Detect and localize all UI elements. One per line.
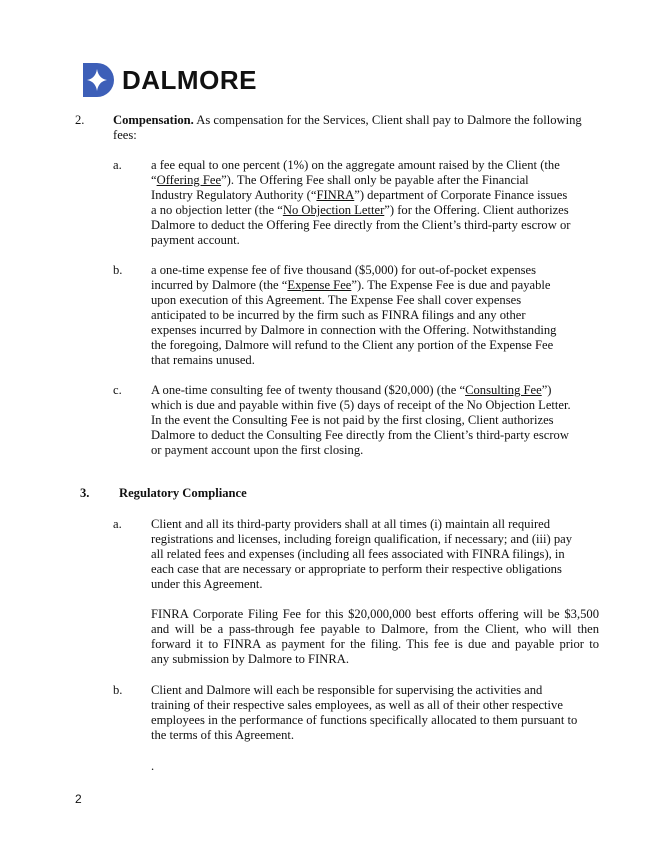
- page-number: 2: [75, 792, 82, 806]
- section-number: 3.: [80, 486, 90, 500]
- text-segment: “: [151, 173, 157, 187]
- text-line: Dalmore to deduct the Offering Fee directly from the Client’s third-party escrow or: [151, 218, 571, 232]
- logo-text: DALMORE: [122, 64, 257, 95]
- text-line: a one-time expense fee of five thousand ($5,000) for out-of-pocket expenses: [151, 263, 537, 277]
- text-line: the terms of this Agreement.: [151, 728, 295, 742]
- section-number: b.: [113, 263, 123, 277]
- section-number: b.: [113, 683, 123, 697]
- text-line: all related fees and expenses (including all fees associated with FINRA filings), in: [151, 547, 565, 561]
- paragraph-s3a: [151, 517, 572, 592]
- text-line: fees:: [113, 128, 137, 142]
- dalmore-logo: [83, 63, 257, 97]
- paragraph-s2a: [151, 158, 570, 248]
- paragraph-dot: [151, 759, 154, 774]
- text-line: Client and all its third-party providers shall at all times (i) maintain all required: [151, 517, 551, 531]
- section-number: c.: [113, 383, 122, 397]
- text-line: training of their respective sales employees, as well as all of their other respective: [151, 698, 563, 712]
- text-line: .: [151, 759, 155, 773]
- text-line: [151, 278, 556, 293]
- text-line: [113, 113, 582, 128]
- text-line: forward it to FINRA as payment for the filing. This fee is due and payable prior to: [151, 637, 599, 651]
- text-line: payment account.: [151, 233, 240, 247]
- text-line: Client and Dalmore will each be responsible for supervising the activities and: [151, 683, 543, 697]
- text-segment: ”) for the Offering. Client authorizes: [384, 203, 569, 217]
- text-segment: Industry Regulatory Authority (“: [151, 188, 317, 202]
- paragraph-s2b: [151, 263, 556, 368]
- text-segment: incurred by Dalmore (the “: [151, 278, 288, 292]
- defined-term: Offering Fee: [156, 173, 222, 187]
- text-line: the foregoing, Dalmore will refund to the Client any portion of the Expense Fee: [151, 338, 554, 352]
- text-line: each case that are necessary or appropriate to perform their respective obligations: [151, 562, 562, 576]
- text-line: upon execution of this Agreement. The Expense Fee shall cover expenses: [151, 293, 522, 307]
- text-segment: A one-time consulting fee of twenty thousand ($20,000) (the “: [151, 383, 466, 397]
- defined-term: Expense Fee: [287, 278, 352, 292]
- paragraph-s2c: [151, 383, 571, 458]
- section-number: a.: [113, 517, 122, 531]
- text-line: that remains unused.: [151, 353, 255, 367]
- heading-text: Compensation.: [113, 113, 194, 127]
- text-line: any submission by Dalmore to FINRA.: [151, 652, 349, 666]
- text-line: Dalmore to deduct the Consulting Fee directly from the Client’s third-party escrow: [151, 428, 569, 442]
- text-segment: ”) department of Corporate Finance issues: [354, 188, 568, 202]
- text-line: [151, 173, 570, 188]
- text-line: [151, 203, 570, 218]
- text-line: expenses incurred by Dalmore in connection with the Offering. Notwithstanding: [151, 323, 557, 337]
- defined-term: Consulting Fee: [465, 383, 542, 397]
- text-line: In the event the Consulting Fee is not paid by the first closing, Client authorizes: [151, 413, 554, 427]
- text-line: anticipated to be incurred by the firm such as FINRA filings and any other: [151, 308, 526, 322]
- section-number: a.: [113, 158, 122, 172]
- paragraph-s3: [119, 486, 247, 501]
- text-line: registrations and licenses, including foreign qualification, if necessary; and (iii) pay: [151, 532, 573, 546]
- text-line: a fee equal to one percent (1%) on the aggregate amount raised by the Client (the: [151, 158, 560, 172]
- paragraph-s2: [113, 113, 582, 143]
- section-number: 2.: [75, 113, 85, 127]
- text-line: [119, 486, 247, 501]
- text-segment: ”). The Offering Fee shall only be payable after the Financial: [221, 173, 529, 187]
- text-line: employees in the performance of functions specifically allocated to them pursuant to: [151, 713, 578, 727]
- paragraph-s3b: [151, 683, 577, 743]
- text-line: or payment account upon the first closing.: [151, 443, 364, 457]
- text-segment: ”): [541, 383, 552, 397]
- text-segment: As compensation for the Services, Client shall pay to Dalmore the following: [193, 113, 582, 127]
- paragraph-s3a2: [151, 607, 599, 667]
- text-segment: a no objection letter (the “: [151, 203, 283, 217]
- text-line: [151, 188, 570, 203]
- text-line: which is due and payable within five (5) days of receipt of the No Objection Letter.: [151, 398, 571, 412]
- text-line: [151, 383, 571, 398]
- dalmore-d-star-icon: [83, 63, 115, 97]
- defined-term: FINRA: [316, 188, 355, 202]
- text-line: FINRA Corporate Filing Fee for this $20,000,000 best efforts offering will be $3,500: [151, 607, 599, 621]
- defined-term: No Objection Letter: [282, 203, 385, 217]
- text-line: and will be a pass-through fee payable to Dalmore, from the Client, who will then: [151, 622, 599, 636]
- text-segment: ”). The Expense Fee is due and payable: [351, 278, 551, 292]
- heading-text: Regulatory Compliance: [119, 486, 247, 500]
- text-line: under this Agreement.: [151, 577, 263, 591]
